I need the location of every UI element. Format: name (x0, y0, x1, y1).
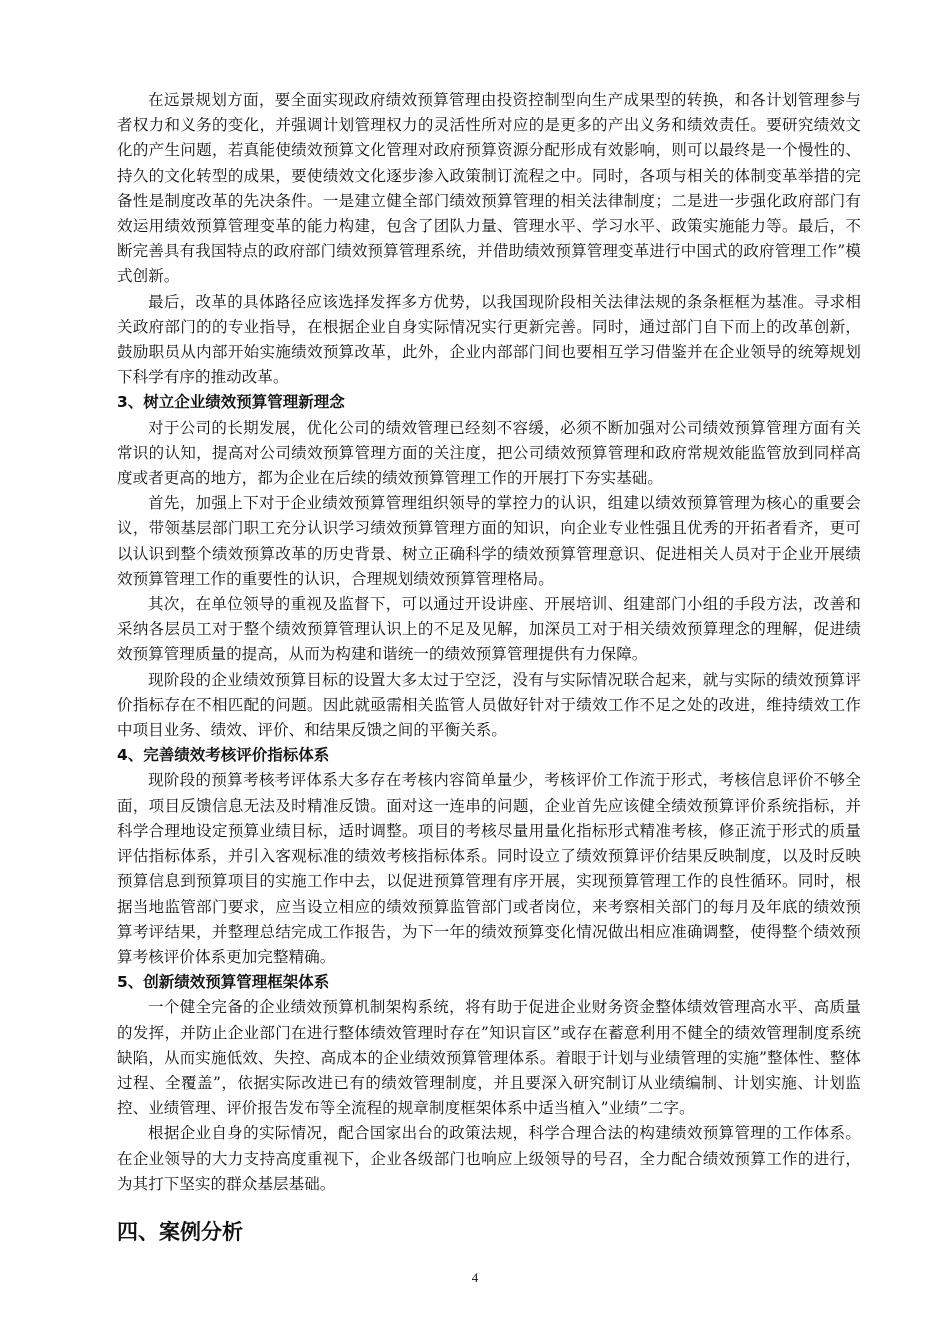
paragraph: 最后，改革的具体路径应该选择发挥多方优势，以我国现阶段相关法律法规的条条框框为基准。寻求相关政府部门的的专业指导，在根据企业自身实际情况实行更新完善。同时，通过部门自下而上的改革创新，鼓励职员从内部开始实施绩效预算改革，此外，企业内部部门间也要相互学习借鉴并在企业领导的统筹规划下科学有序的推动改革。 (117, 292, 861, 387)
chapter-heading: 四、案例分析 (117, 1219, 243, 1244)
document-body (117, 88, 861, 1247)
paragraph: 对于公司的长期发展，优化公司的绩效管理已经刻不容缓，必须不断加强对公司绩效预算管理方面有关常识的认知，提高对公司绩效预算管理方面的关注度，把公司绩效预算管理和政府常规效能监管放到同样高度或者更高的地方，都为企业在后续的绩效预算管理工作的开展打下夯实基础。 (117, 418, 861, 488)
paragraph: 在远景规划方面，要全面实现政府绩效预算管理由投资控制型向生产成果型的转换，和各计划管理参与者权力和义务的变化，并强调计划管理权力的灵活性所对应的是更多的产出义务和绩效责任。要研究绩效文化的产生问题，若真能使绩效预算文化管理对政府预算资源分配形成有效影响，则可以最终是一个慢性的、持久的文化转型的成果，要使绩效文化逐步渗入政策制订流程之中。同时，各项与相关的体制变革举措的完备性是制度改革的先决条件。一是建立健全部门绩效预算管理的相关法律制度；二是进一步强化政府部门有效运用绩效预算管理变革的能力构建，包含了团队力量、管理水平、学习水平、政策实施能力等。最后，不断完善具有我国特点的政府部门绩效预算管理系统，并借助绩效预算管理变革进行中国式的政府管理工作”模式创新。 (117, 91, 861, 286)
section-heading-4: 4、完善绩效考核评价指标体系 (117, 746, 330, 765)
paragraph: 首先，加强上下对于企业绩效预算管理组织领导的掌控力的认识，组建以绩效预算管理为核心的重要会议，带领基层部门职工充分认识学习绩效预算管理方面的知识，向企业专业性强且优秀的开拓者看齐，更可以认识到整个绩效预算改革的历史背景、树立正确科学的绩效预算管理意识、促进相关人员对于企业开展绩效预算管理工作的重要性的认识，合理规划绩效预算管理格局。 (117, 494, 861, 588)
paragraph: 根据企业自身的实际情况，配合国家出台的政策法规，科学合理合法的构建绩效预算管理的工作体系。在企业领导的大力支持高度重视下，企业各级部门也响应上级领导的号召，全力配合绩效预算工作的进行，为其打下坚实的群众基层基础。 (117, 1124, 861, 1193)
section-heading-3: 3、树立企业绩效预算管理新理念 (117, 393, 345, 412)
paragraph: 现阶段的预算考核考评体系大多存在考核内容简单量少，考核评价工作流于形式，考核信息评价不够全面，项目反馈信息无法及时精准反馈。面对这一连串的问题，企业首先应该健全绩效预算评价系统指标，并科学合理地设定预算业绩目标，适时调整。项目的考核尽量用量化指标形式精准考核，修正流于形式的质量评估指标体系，并引入客观标准的绩效考核指标体系。同时设立了绩效预算评价结果反映制度，以及时反映预算信息到预算项目的实施工作中去，以促进预算管理有序开展，实现预算管理工作的良性循环。同时，根据当地监管部门要求，应当设立相应的绩效预算监管部门或者岗位，来考察相关部门的每月及年底的绩效预算考评结果，并整理总结完成工作报告，为下一年的绩效预算变化情况做出相应准确调整，使得整个绩效预算考核评价体系更加完整精确。 (117, 771, 861, 966)
paragraph: 其次，在单位领导的重视及监督下，可以通过开设讲座、开展培训、组建部门小组的手段方法，改善和采纳各层员工对于整个绩效预算管理认识上的不足及见解，加深员工对于相关绩效预算理念的理解，促进绩效预算管理质量的提高，从而为构建和谐统一的绩效预算管理提供有力保障。 (117, 595, 861, 664)
paragraph: 一个健全完备的企业绩效预算机制架构系统，将有助于促进企业财务资金整体绩效管理高水平、高质量的发挥，并防止企业部门在进行整体绩效管理时存在”知识盲区”或存在蓄意利用不健全的绩效管理制度系统缺陷，从而实施低效、失控、高成本的企业绩效预算管理体系。着眼于计划与业绩管理的实施”整体性、整体过程、全覆盖”，依据实际改进已有的绩效管理制度，并且要深入研究制订从业绩编制、计划实施、计划监控、业绩管理、评价报告发布等全流程的规章制度框架体系中适当植入”业绩”二字。 (117, 998, 861, 1118)
section-heading-5: 5、创新绩效预算管理框架体系 (117, 973, 330, 992)
paragraph: 现阶段的企业绩效预算目标的设置大多太过于空泛，没有与实际情况联合起来，就与实际的绩效预算评价指标存在不相匹配的问题。因此就亟需相关监管人员做好针对于绩效工作不足之处的改进，维持绩效工作中项目业务、绩效、评价、和结果反馈之间的平衡关系。 (117, 670, 861, 740)
page-number: 4 (471, 1270, 479, 1285)
